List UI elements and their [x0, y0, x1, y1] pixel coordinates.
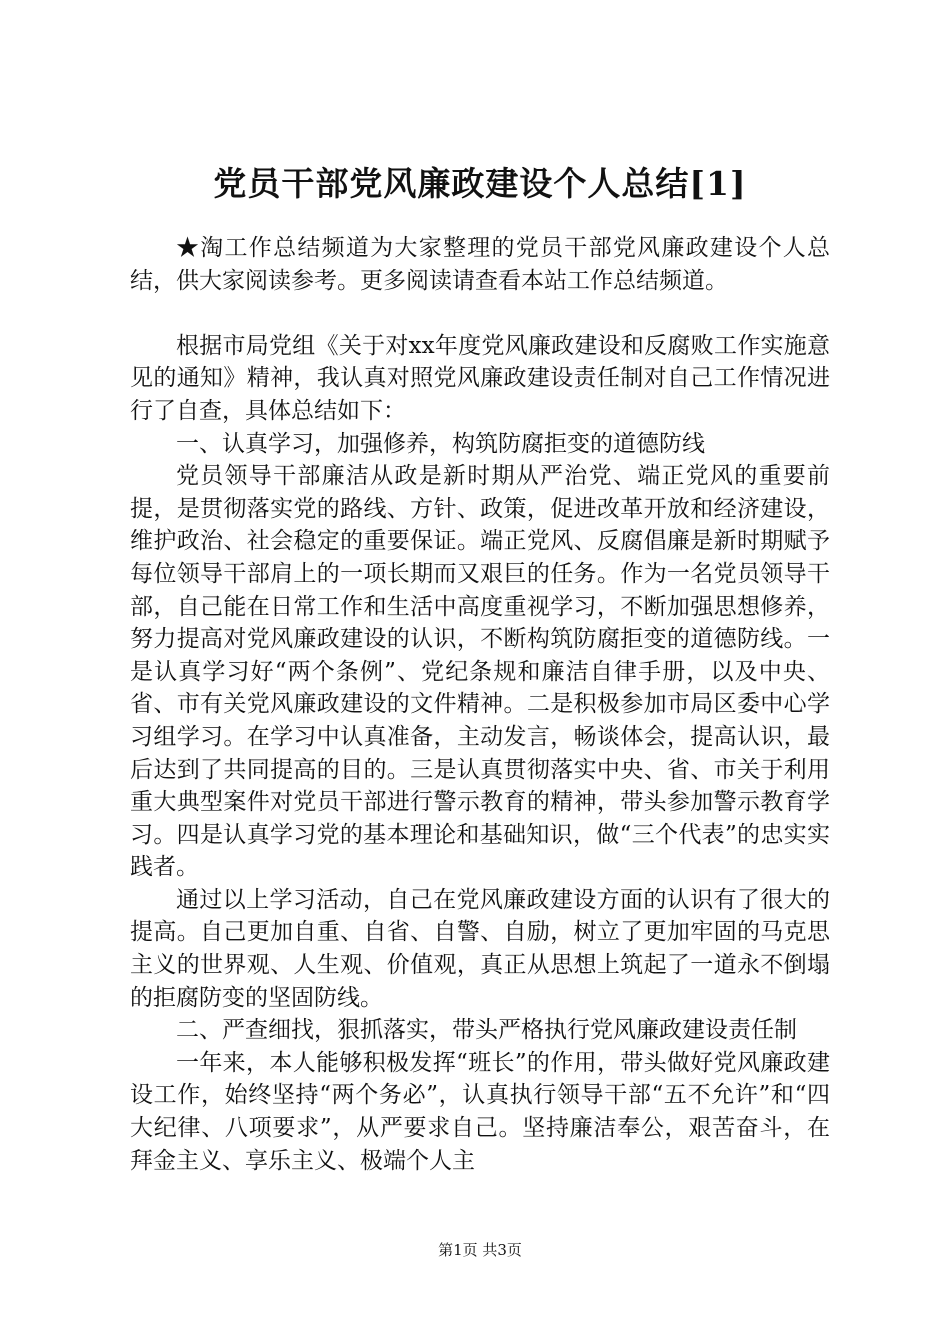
page-footer: 第1页 共3页	[438, 1241, 522, 1259]
body-paragraph: 通过以上学习活动，自己在党风廉政建设方面的认识有了很大的提高。自己更加自重、自省、自警、自励，树立了更加牢固的马克思主义的世界观、人生观、价值观，真正从思想上筑起了一道永不倒塌的拒腐防变的坚固防线。	[130, 886, 830, 1011]
body-paragraph: 根据市局党组《关于对xx年度党风廉政建设和反腐败工作实施意见的通知》精神，我认真对照党风廉政建设责任制对自己工作情况进行了自查，具体总结如下：	[130, 332, 830, 424]
intro-paragraph: ★淘工作总结频道为大家整理的党员干部党风廉政建设个人总结，供大家阅读参考。更多阅读请查看本站工作总结频道。	[130, 235, 830, 294]
document-title: 党员干部党风廉政建设个人总结[1]	[213, 164, 747, 203]
document-body	[130, 232, 830, 1177]
section-heading: 一、认真学习，加强修养，构筑防腐拒变的道德防线	[176, 430, 705, 457]
body-paragraph: 党员领导干部廉洁从政是新时期从严治党、端正党风的重要前提，是贯彻落实党的路线、方针、政策，促进改革开放和经济建设，维护政治、社会稳定的重要保证。端正党风、反腐倡廉是新时期赋予每位领导干部肩上的一项长期而又艰巨的任务。作为一名党员领导干部，自己能在日常工作和生活中高度重视学习，不断加强思想修养，努力提高对党风廉政建设的认识，不断构筑防腐拒变的道德防线。一是认真学习好“两个条例”、党纪条规和廉洁自律手册，以及中央、省、市有关党风廉政建设的文件精神。二是积极参加市局区委中心学习组学习。在学习中认真准备，主动发言，畅谈体会，提高认识，最后达到了共同提高的目的。三是认真贯彻落实中央、省、市关于利用重大典型案件对党员干部进行警示教育的精神，带头参加警示教育学习。四是认真学习党的基本理论和基础知识，做“三个代表”的忠实实践者。	[130, 463, 830, 881]
body-paragraph: 一年来，本人能够积极发挥“班长”的作用，带头做好党风廉政建设工作，始终坚持“两个务必”，认真执行领导干部“五不允许”和“四大纪律、八项要求”，从严要求自己。坚持廉洁奉公，艰苦奋斗，在拜金主义、享乐主义、极端个人主	[130, 1049, 830, 1174]
paragraph-spacer	[130, 297, 830, 330]
section-heading: 二、严查细找，狠抓落实，带头严格执行党风廉政建设责任制	[176, 1017, 797, 1044]
document-page	[130, 0, 830, 1344]
